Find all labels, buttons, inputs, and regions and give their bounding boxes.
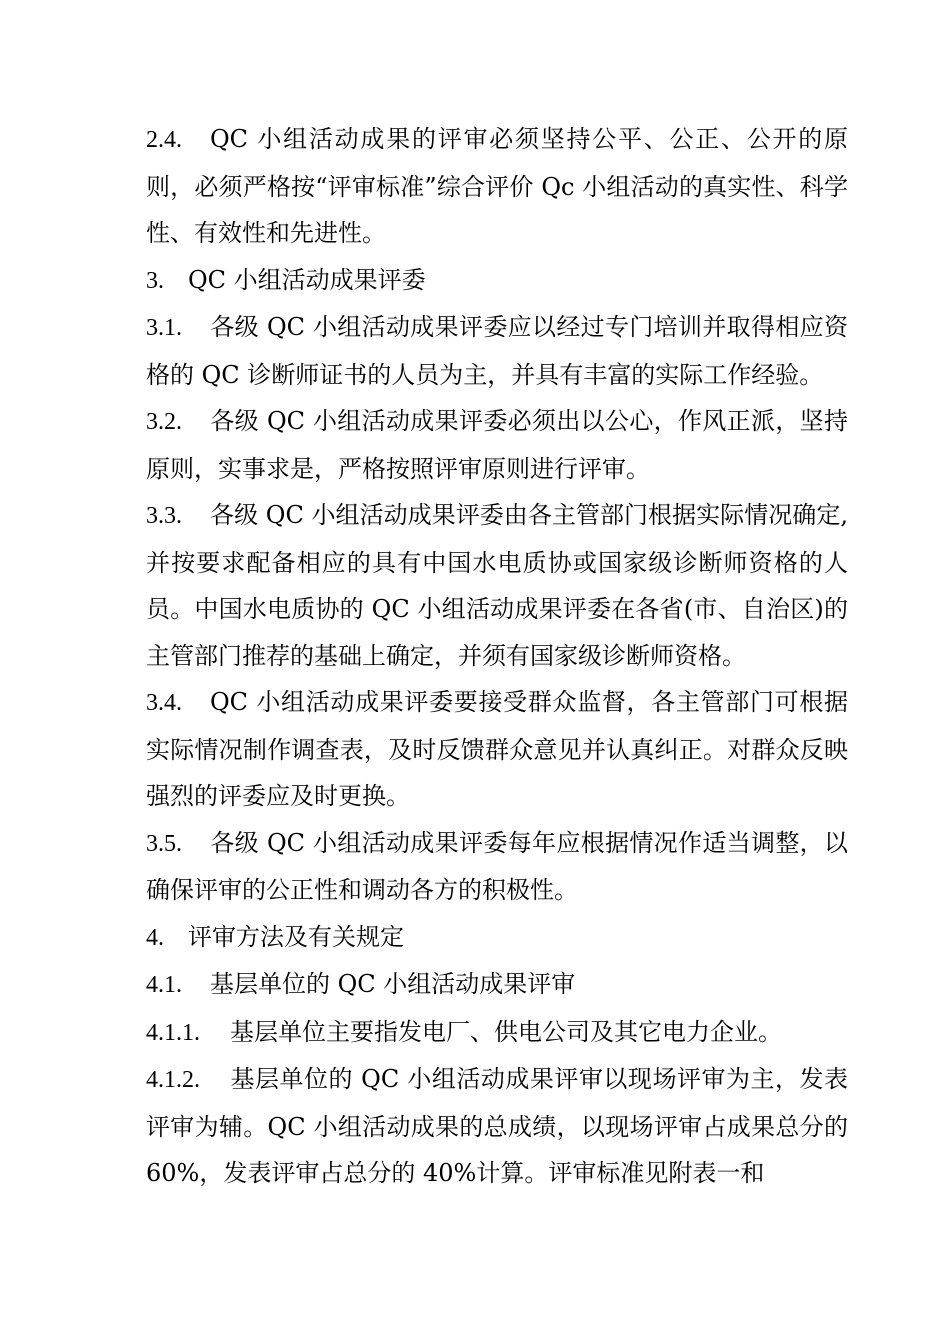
paragraph-text: QC 小组活动成果评委要接受群众监督，各主管部门可根据实际情况制作调查表，及时反馈群众意见并认真纠正。对群众反映强烈的评委应及时更换。 [146,688,848,810]
subsection-heading: 基层单位的 QC 小组活动成果评审 [210,970,576,998]
paragraph-text: 各级 QC 小组活动成果评委应以经过专门培训并取得相应资格的 QC 诊断师证书的人员为主，并具有丰富的实际工作经验。 [146,313,848,389]
paragraph-4-1-1 [146,1009,848,1057]
section-number: 4.1.1. [146,1019,200,1046]
paragraph-3-5 [146,820,848,914]
section-number: 4.1.2. [146,1067,200,1093]
section-number: 3.2. [146,409,182,435]
section-number: 4.1. [146,972,182,998]
section-number: 3.5. [146,830,182,857]
section-heading: 评审方法及有关规定 [188,922,404,951]
paragraph-4-1-2 [146,1056,848,1197]
section-number: 3.3. [146,503,182,529]
heading-4-1 [146,961,848,1009]
paragraph-2-4 [146,116,848,257]
paragraph-3-3 [146,492,848,679]
paragraph-3-4 [146,679,848,820]
paragraph-3-2 [146,398,848,492]
paragraph-text: 各级 QC 小组活动成果评委必须出以公心，作风正派，坚持原则，实事求是，严格按照评审原则进行评审。 [146,407,848,483]
paragraph-text: QC 小组活动成果的评审必须坚持公平、公正、公开的原则，必须严格按“评审标准”综合评价 Qc 小组活动的真实性、科学性、有效性和先进性。 [146,125,848,247]
section-number: 3.1. [146,315,182,341]
paragraph-text: 基层单位的 QC 小组活动成果评审以现场评审为主，发表评审为辅。QC 小组活动成果的总成绩，以现场评审占成果总分的 60%，发表评审占总分的 40%计算。评审标准见附表一和 [146,1065,848,1187]
paragraph-text: 各级 QC 小组活动成果评委由各主管部门根据实际情况确定,并按要求配备相应的具有中国水电质协或国家级诊断师资格的人员。中国水电质协的 QC 小组活动成果评委在各省(市、自治区)的主管部门推荐的基础上确定，并须有国家级诊断师资格。 [146,501,848,670]
section-number: 3.4. [146,690,182,716]
heading-4 [146,914,848,962]
section-number: 3. [146,267,164,294]
paragraph-text: 各级 QC 小组活动成果评委每年应根据情况作适当调整，以确保评审的公正性和调动各方的积极性。 [146,828,848,904]
section-number: 2.4. [146,127,182,153]
document-body [146,116,848,1197]
paragraph-text: 基层单位主要指发电厂、供电公司及其它电力企业。 [230,1017,782,1046]
section-heading: QC 小组活动成果评委 [188,265,426,294]
section-number: 4. [146,924,164,951]
paragraph-3-1 [146,304,848,398]
heading-3 [146,257,848,305]
